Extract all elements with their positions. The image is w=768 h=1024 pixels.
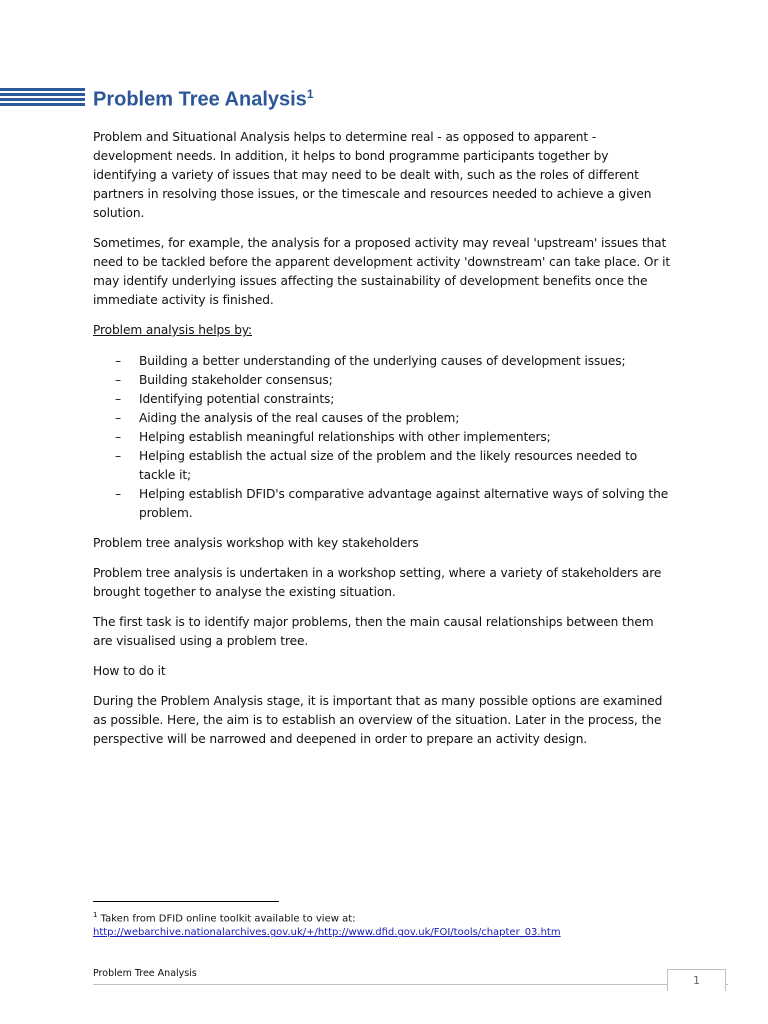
list-item <box>93 409 673 428</box>
list-item-text: Building stakeholder consensus; <box>139 373 333 387</box>
paragraph-upstream: Sometimes, for example, the analysis for a proposed activity may reveal 'upstream' issues that need to be tackled before the apparent development activity 'downstream' can take place. Or it may identify underlying issues affecting the sustainability of development benefits once the immediate activity is finished. <box>93 236 671 307</box>
paragraph-intro: Problem and Situational Analysis helps to determine real - as opposed to apparent - development needs. In addition, it helps to bond programme participants together by identifying a variety of issues that may need to be dealt with, such as the roles of different partners in resolving those issues, or the timescale and resources needed to achieve a given solution. <box>93 130 652 220</box>
page-title-text: Problem Tree Analysis <box>93 88 307 111</box>
list-item-text: Helping establish DFID's comparative advantage against alternative ways of solving the problem. <box>139 487 669 520</box>
list-item <box>93 390 673 409</box>
list-item <box>93 428 673 447</box>
list-item-text: Aiding the analysis of the real causes of the problem; <box>139 411 460 425</box>
list-item <box>93 352 673 371</box>
document-body <box>93 128 673 760</box>
bullet-dash: – <box>115 449 121 463</box>
list-item-text: Identifying potential constraints; <box>139 392 335 406</box>
title-footnote-ref[interactable]: 1 <box>306 87 314 101</box>
list-item-text: Helping establish meaningful relationships with other implementers; <box>139 430 551 444</box>
bullet-dash: – <box>115 430 121 444</box>
header-decorative-bars <box>0 88 85 108</box>
bullet-dash: – <box>115 373 121 387</box>
footer-divider <box>93 984 728 985</box>
list-item <box>93 485 673 523</box>
page-number: 1 <box>667 969 726 991</box>
list-item-text: Helping establish the actual size of the problem and the likely resources needed to tackle it; <box>139 449 638 482</box>
footnote <box>93 908 733 940</box>
footnote-text: Taken from DFID online toolkit available to view at: <box>100 913 356 925</box>
footnote-number: 1 <box>93 911 98 919</box>
bullet-dash: – <box>115 392 121 406</box>
paragraph-howto: During the Problem Analysis stage, it is important that as many possible options are examined as possible. Here, the aim is to establish an overview of the situation. Later in the process, the perspective will be narrowed and deepened in order to prepare an activity design. <box>93 694 663 746</box>
bullet-dash: – <box>115 354 121 368</box>
footnote-separator <box>93 901 279 902</box>
bullet-dash: – <box>115 487 121 501</box>
paragraph-workshop: Problem tree analysis is undertaken in a workshop setting, where a variety of stakeholders are brought together to analyse the existing situation. <box>93 566 662 599</box>
workshop-heading: Problem tree analysis workshop with key stakeholders <box>93 536 419 550</box>
helps-list <box>93 352 673 523</box>
howto-heading: How to do it <box>93 664 166 678</box>
list-item <box>93 371 673 390</box>
list-item-text: Building a better understanding of the underlying causes of development issues; <box>139 354 626 368</box>
footnote-link[interactable]: http://webarchive.nationalarchives.gov.uk/+/http://www.dfid.gov.uk/FOI/tools/chapter_03.htm <box>93 927 561 939</box>
list-item <box>93 447 673 485</box>
footer-label: Problem Tree Analysis <box>93 968 197 979</box>
page-title <box>93 87 314 112</box>
bullet-dash: – <box>115 411 121 425</box>
paragraph-first-task: The first task is to identify major problems, then the main causal relationships between them are visualised using a problem tree. <box>93 615 654 648</box>
helps-heading: Problem analysis helps by: <box>93 323 253 337</box>
